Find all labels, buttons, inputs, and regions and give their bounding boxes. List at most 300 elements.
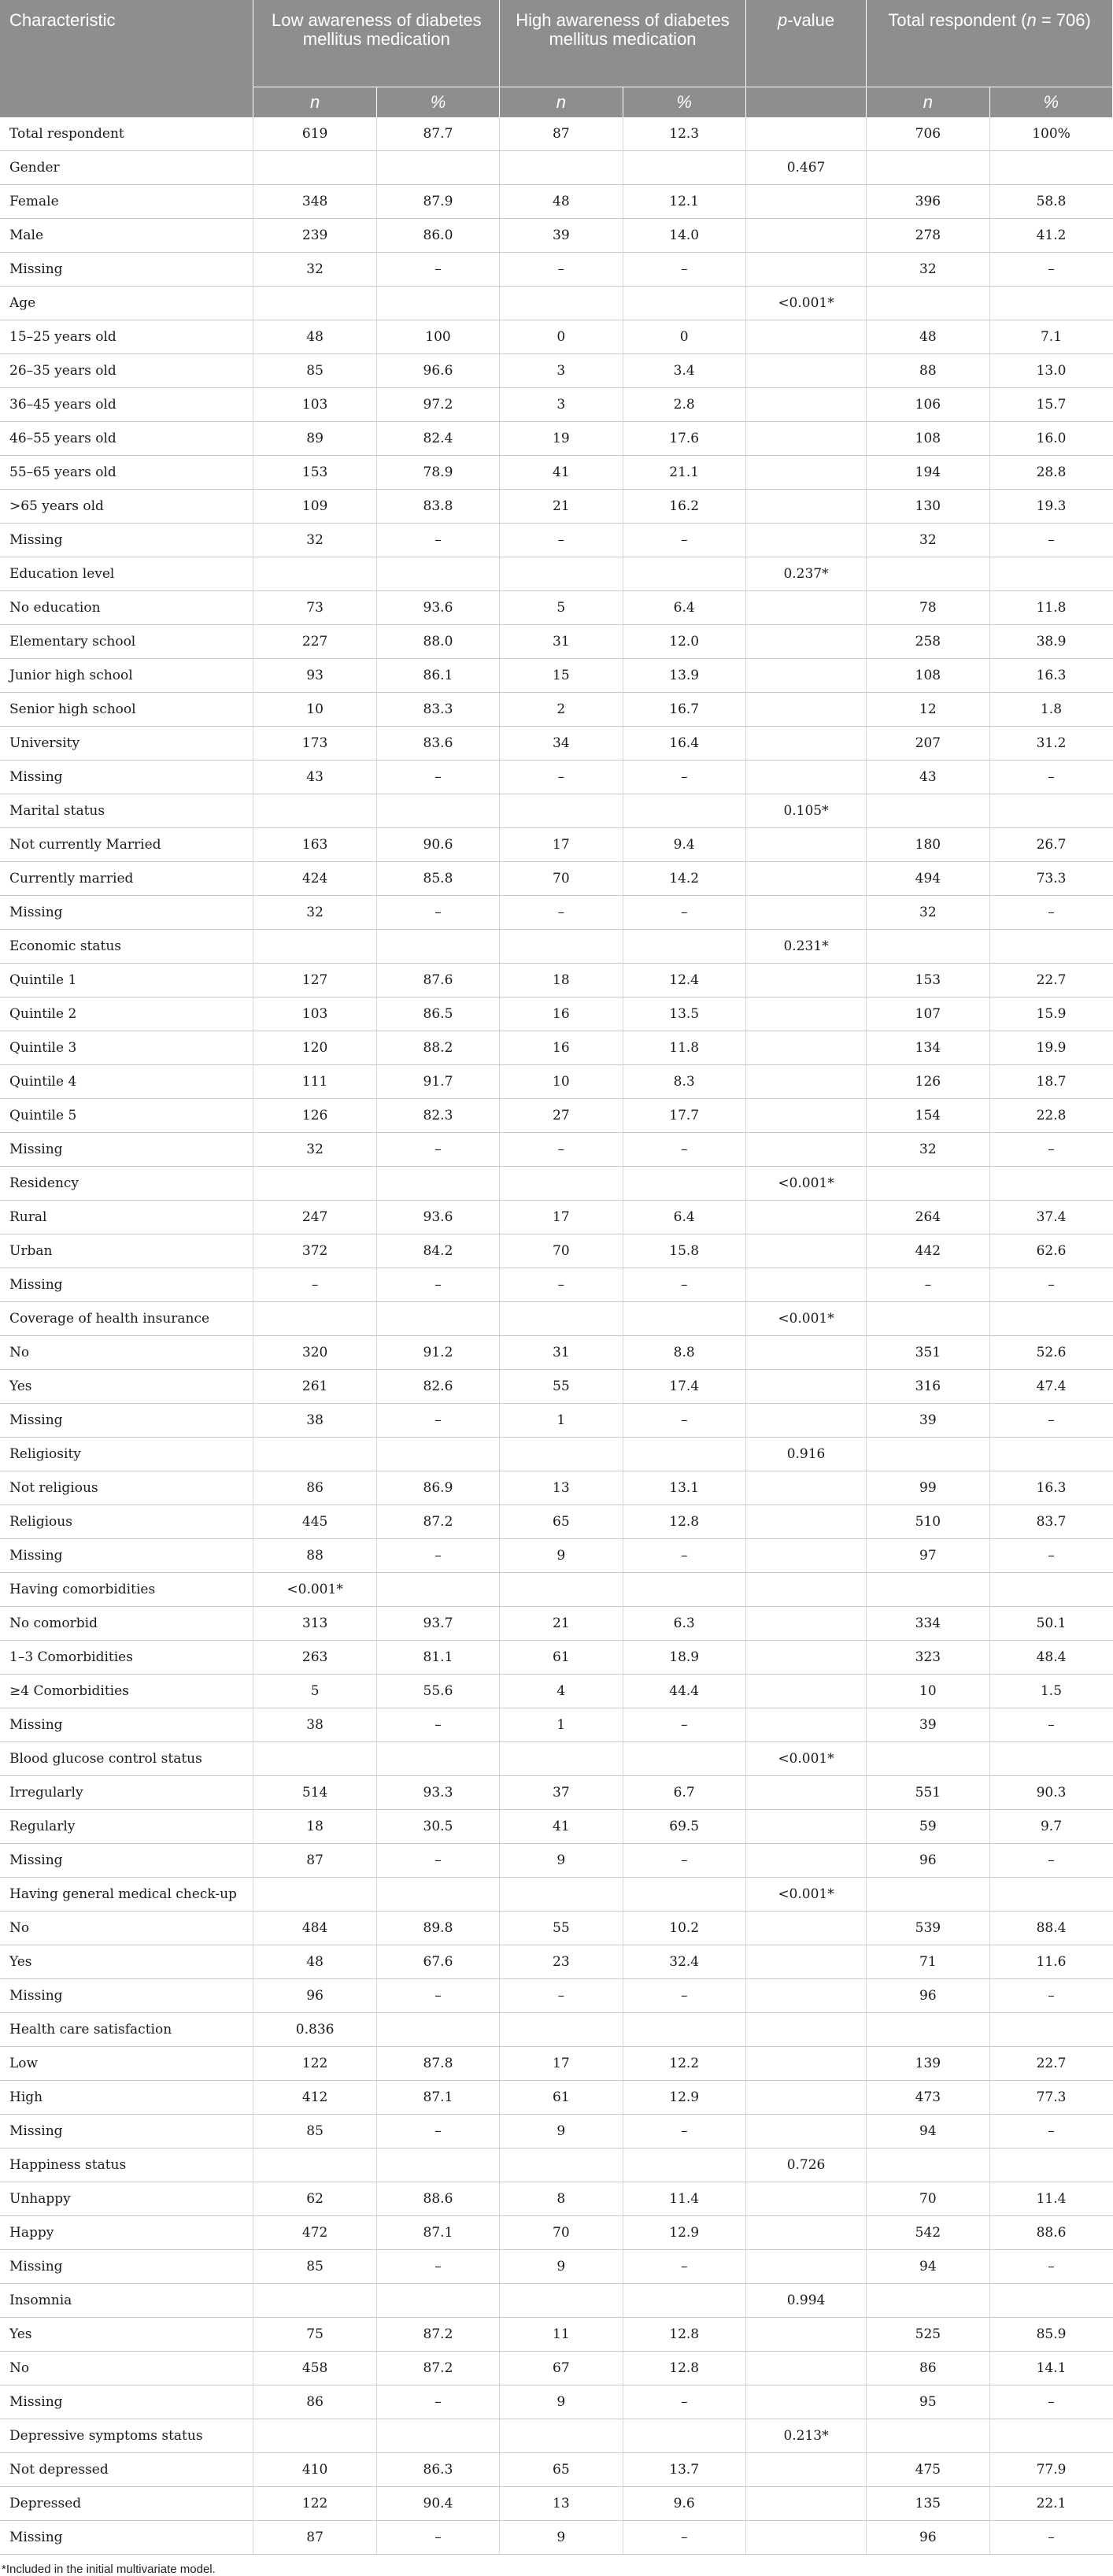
cell: 396 [867,185,989,219]
table-row [0,1404,1113,1438]
table-row [0,388,1113,422]
cell: 82.6 [376,1370,499,1404]
cell: 97.2 [376,388,499,422]
cell: 89 [253,422,376,456]
cell [745,727,866,761]
cell: 458 [253,2352,376,2385]
table-row [0,964,1113,997]
cell [253,930,376,964]
row-label: Low [0,2047,253,2081]
cell [623,557,745,591]
cell: 13 [500,2487,623,2521]
cell: 14.1 [989,2352,1112,2385]
cell: 9 [500,1844,623,1878]
cell: 3.4 [623,354,745,388]
row-label: Missing [0,761,253,794]
cell: 111 [253,1065,376,1099]
cell [989,1438,1112,1471]
table-row [0,1370,1113,1404]
cell [376,2419,499,2453]
cell: 17.6 [623,422,745,456]
cell: 12.9 [623,2216,745,2250]
cell [623,2284,745,2318]
table-row [0,490,1113,524]
cell: 69.5 [623,1810,745,1844]
cell: 67 [500,2352,623,2385]
row-label: Coverage of health insurance [0,1302,253,1336]
cell [253,794,376,828]
cell: 16.0 [989,422,1112,456]
cell: 85.8 [376,862,499,896]
cell [867,1742,989,1776]
cell: 109 [253,490,376,524]
row-label: Unhappy [0,2182,253,2216]
cell [623,1302,745,1336]
cell: 16.2 [623,490,745,524]
table-row [0,117,1113,151]
table-row [0,1945,1113,1979]
cell: – [989,524,1112,557]
cell: 94 [867,2250,989,2284]
cell [989,1878,1112,1912]
table-row [0,1742,1113,1776]
cell: 50.1 [989,1607,1112,1641]
table-row [0,287,1113,320]
header-total-end: = 706) [1036,10,1091,30]
cell: 194 [867,456,989,490]
cell: – [867,1268,989,1302]
cell: 0.213* [745,2419,866,2453]
table-row [0,320,1113,354]
cell [623,1167,745,1201]
cell: 472 [253,2216,376,2250]
cell: 83.6 [376,727,499,761]
cell: 73.3 [989,862,1112,896]
cell: 96.6 [376,354,499,388]
cell [745,2318,866,2352]
cell [745,1031,866,1065]
cell: 87.2 [376,2352,499,2385]
subheader-low-pct: % [376,87,499,118]
cell: 96 [867,1979,989,2013]
cell: 18.7 [989,1065,1112,1099]
subheader-p-blank [745,87,866,118]
cell: 48 [253,320,376,354]
row-label: Missing [0,896,253,930]
cell: 93.6 [376,591,499,625]
row-label: Missing [0,1539,253,1573]
cell: 247 [253,1201,376,1234]
cell [376,1878,499,1912]
cell: 83.3 [376,693,499,727]
header-total-text: Total respondent ( [888,10,1027,30]
table-row [0,761,1113,794]
cell: 32 [253,524,376,557]
cell: 48 [867,320,989,354]
cell [867,1438,989,1471]
cell: – [376,1979,499,2013]
cell: 13.1 [623,1471,745,1505]
cell: 127 [253,964,376,997]
cell: 19 [500,422,623,456]
cell: – [376,1844,499,1878]
cell: 87.8 [376,2047,499,2081]
table-body [0,117,1113,2555]
cell: – [500,253,623,287]
cell [745,1776,866,1810]
cell: 21 [500,490,623,524]
cell: 9.6 [623,2487,745,2521]
cell [745,1573,866,1607]
cell: 261 [253,1370,376,1404]
cell: 154 [867,1099,989,1133]
cell [867,2149,989,2182]
cell [745,997,866,1031]
cell: 8.8 [623,1336,745,1370]
cell [500,1167,623,1201]
row-label: Health care satisfaction [0,2013,253,2047]
row-label: Quintile 5 [0,1099,253,1133]
cell: 153 [253,456,376,490]
cell: 16.3 [989,1471,1112,1505]
cell: 88 [253,1539,376,1573]
cell [745,422,866,456]
cell: – [376,761,499,794]
row-label: Currently married [0,862,253,896]
cell: <0.001* [745,1878,866,1912]
cell: 86 [253,1471,376,1505]
cell: 88.0 [376,625,499,659]
cell: 3 [500,388,623,422]
cell: 0.994 [745,2284,866,2318]
table-row [0,1167,1113,1201]
cell: – [376,1404,499,1438]
cell: – [623,2521,745,2555]
cell: – [989,1268,1112,1302]
cell: 41 [500,1810,623,1844]
row-label: 15–25 years old [0,320,253,354]
row-label: ≥4 Comorbidities [0,1675,253,1708]
cell: 19.9 [989,1031,1112,1065]
cell [745,625,866,659]
cell: – [500,896,623,930]
row-label: Having comorbidities [0,1573,253,1607]
row-label: Yes [0,2318,253,2352]
cell: 264 [867,1201,989,1234]
cell: 61 [500,2081,623,2115]
row-label: University [0,727,253,761]
cell: – [989,2385,1112,2419]
table-row [0,1302,1113,1336]
cell: 22.1 [989,2487,1112,2521]
table-row [0,1675,1113,1708]
cell: 43 [867,761,989,794]
cell: 58.8 [989,185,1112,219]
cell [989,557,1112,591]
table-row [0,828,1113,862]
table-row [0,693,1113,727]
row-label: Depressed [0,2487,253,2521]
row-label: Happiness status [0,2149,253,2182]
cell: 8.3 [623,1065,745,1099]
cell: 12.8 [623,2318,745,2352]
cell: 99 [867,1471,989,1505]
cell: 93.6 [376,1201,499,1234]
cell: 103 [253,388,376,422]
cell: 12.3 [623,117,745,151]
cell [745,1607,866,1641]
header-total-n: n [1026,10,1037,30]
cell [745,490,866,524]
cell [745,2216,866,2250]
cell [376,1302,499,1336]
cell: 410 [253,2453,376,2487]
cell: 88.4 [989,1912,1112,1945]
subheader-total-pct: % [989,87,1112,118]
cell: 445 [253,1505,376,1539]
cell [500,1742,623,1776]
cell: 75 [253,2318,376,2352]
cell [253,287,376,320]
cell: 348 [253,185,376,219]
row-label: Missing [0,1133,253,1167]
row-label: High [0,2081,253,2115]
cell: 88 [867,354,989,388]
cell: 95 [867,2385,989,2419]
cell [376,2149,499,2182]
cell: 77.9 [989,2453,1112,2487]
cell [745,1675,866,1708]
cell: – [623,1404,745,1438]
cell: 0.237* [745,557,866,591]
cell: 87.9 [376,185,499,219]
cell: 87.1 [376,2081,499,2115]
cell: 6.4 [623,1201,745,1234]
row-label: Yes [0,1370,253,1404]
table-row [0,2013,1113,2047]
table-row [0,253,1113,287]
table-row [0,2453,1113,2487]
cell: 59 [867,1810,989,1844]
cell [745,659,866,693]
table-row [0,896,1113,930]
table-row [0,2047,1113,2081]
cell: 21.1 [623,456,745,490]
row-label: Economic status [0,930,253,964]
cell [623,1573,745,1607]
cell [253,1742,376,1776]
subheader-high-pct: % [623,87,745,118]
row-label: Religiosity [0,1438,253,1471]
cell: – [376,1539,499,1573]
cell: 13.9 [623,659,745,693]
cell: 17 [500,1201,623,1234]
row-label: Missing [0,2115,253,2149]
cell: 9.7 [989,1810,1112,1844]
cell [989,2013,1112,2047]
cell: 106 [867,388,989,422]
cell [500,2284,623,2318]
row-label: Age [0,287,253,320]
table-row [0,2250,1113,2284]
cell: 107 [867,997,989,1031]
cell [745,2115,866,2149]
table-row [0,862,1113,896]
table-row [0,557,1113,591]
cell: – [989,2250,1112,2284]
cell: 180 [867,828,989,862]
cell [745,1370,866,1404]
cell [623,2419,745,2453]
cell [867,2284,989,2318]
cell: 77.3 [989,2081,1112,2115]
cell [500,1878,623,1912]
header-p-value [745,0,866,87]
cell [745,320,866,354]
cell [500,794,623,828]
cell: 70 [500,1234,623,1268]
row-label: Religious [0,1505,253,1539]
cell [867,1573,989,1607]
cell: – [376,2115,499,2149]
cell [867,2013,989,2047]
subheader-high-n: n [500,87,623,118]
row-label: Missing [0,2250,253,2284]
cell [745,1810,866,1844]
cell: 26.7 [989,828,1112,862]
row-label: Missing [0,253,253,287]
cell: 32.4 [623,1945,745,1979]
table-row [0,1336,1113,1370]
cell: 67.6 [376,1945,499,1979]
cell: 13.5 [623,997,745,1031]
table-row [0,2081,1113,2115]
table-row [0,727,1113,761]
table-row [0,1438,1113,1471]
cell: – [500,1133,623,1167]
header-p-suffix: -value [787,10,835,30]
cell: 12.9 [623,2081,745,2115]
cell [745,117,866,151]
cell: 11.6 [989,1945,1112,1979]
cell: – [623,761,745,794]
cell: 6.4 [623,591,745,625]
table-row [0,1776,1113,1810]
cell: 122 [253,2487,376,2521]
table-row [0,354,1113,388]
cell: 91.7 [376,1065,499,1099]
cell: <0.001* [745,1302,866,1336]
row-label: Education level [0,557,253,591]
table-row [0,1505,1113,1539]
cell: 97 [867,1539,989,1573]
cell [989,2149,1112,2182]
cell [745,1979,866,2013]
cell: – [500,761,623,794]
cell [253,1302,376,1336]
cell [745,2250,866,2284]
cell: 70 [867,2182,989,2216]
cell: 91.2 [376,1336,499,1370]
cell: 87.1 [376,2216,499,2250]
header-characteristic: Characteristic [0,0,253,117]
table-row [0,930,1113,964]
cell: 126 [253,1099,376,1133]
cell: – [989,896,1112,930]
cell: 87 [253,2521,376,2555]
cell [745,2385,866,2419]
cell: 93.3 [376,1776,499,1810]
cell [253,2149,376,2182]
cell: 21 [500,1607,623,1641]
cell [745,219,866,253]
cell: 5 [253,1675,376,1708]
cell: 0.726 [745,2149,866,2182]
cell: 87.2 [376,1505,499,1539]
cell: 12.4 [623,964,745,997]
cell: 3 [500,354,623,388]
cell: 43 [253,761,376,794]
cell: 44.4 [623,1675,745,1708]
cell: 173 [253,727,376,761]
cell: 32 [253,896,376,930]
cell [745,1133,866,1167]
cell [376,1573,499,1607]
cell [745,1404,866,1438]
row-label: Missing [0,2385,253,2419]
table-row [0,151,1113,185]
cell [989,2419,1112,2453]
cell [376,1742,499,1776]
cell [500,151,623,185]
cell: 82.4 [376,422,499,456]
cell: 27 [500,1099,623,1133]
row-label: Marital status [0,794,253,828]
cell [745,1539,866,1573]
cell: 38 [253,1404,376,1438]
cell: 32 [867,253,989,287]
cell: 163 [253,828,376,862]
cell: 494 [867,862,989,896]
cell: – [989,1844,1112,1878]
cell: 86 [867,2352,989,2385]
cell [867,1167,989,1201]
cell: 62.6 [989,1234,1112,1268]
cell: 16 [500,1031,623,1065]
row-label: Senior high school [0,693,253,727]
cell: 87.7 [376,117,499,151]
cell: – [623,1979,745,2013]
row-label: 36–45 years old [0,388,253,422]
cell: 278 [867,219,989,253]
cell: 412 [253,2081,376,2115]
cell: 334 [867,1607,989,1641]
row-label: Missing [0,1979,253,2013]
cell: 89.8 [376,1912,499,1945]
table-row [0,1607,1113,1641]
cell: 15.7 [989,388,1112,422]
cell [745,1099,866,1133]
cell: 120 [253,1031,376,1065]
row-label: Residency [0,1167,253,1201]
cell: – [500,1979,623,2013]
cell [623,1742,745,1776]
row-label: Quintile 2 [0,997,253,1031]
cell: 61 [500,1641,623,1675]
cell: 87 [500,117,623,151]
cell: – [989,1708,1112,1742]
cell: 320 [253,1336,376,1370]
